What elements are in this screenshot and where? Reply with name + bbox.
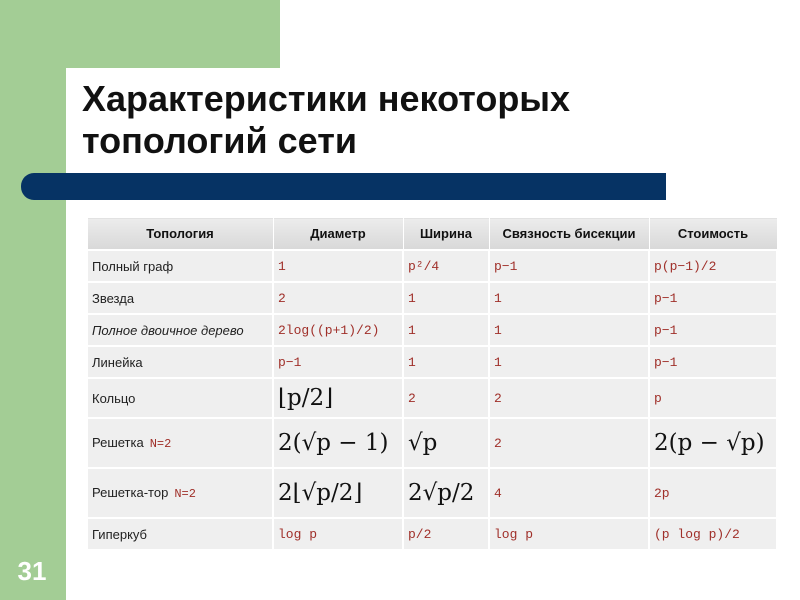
cell-diameter: log p bbox=[273, 518, 403, 550]
cell-width: 1 bbox=[403, 282, 489, 314]
cell-width: √p bbox=[403, 418, 489, 468]
cell-width: 2√p/2 bbox=[403, 468, 489, 518]
table-row bbox=[87, 250, 777, 282]
cell-diameter: 1 bbox=[273, 250, 403, 282]
table-row bbox=[87, 378, 777, 418]
cell-bisection: 1 bbox=[489, 314, 649, 346]
cell-diameter: 2(√p − 1) bbox=[273, 418, 403, 468]
cell-diameter: 2⌊√p/2⌋ bbox=[273, 468, 403, 518]
cell-cost: p bbox=[649, 378, 777, 418]
header-width: Ширина bbox=[403, 218, 489, 251]
topology-label: Решетка-тор bbox=[92, 485, 169, 500]
cell-topology: Полный граф bbox=[87, 250, 273, 282]
topology-label: Решетка bbox=[92, 435, 144, 450]
cell-width: 1 bbox=[403, 314, 489, 346]
cell-topology bbox=[87, 418, 273, 468]
cell-topology bbox=[87, 468, 273, 518]
cell-bisection: p−1 bbox=[489, 250, 649, 282]
table-header-row bbox=[87, 218, 777, 251]
cell-cost: p(p−1)/2 bbox=[649, 250, 777, 282]
cell-topology: Полное двоичное дерево bbox=[87, 314, 273, 346]
table-row bbox=[87, 468, 777, 518]
top-accent-block bbox=[66, 0, 280, 68]
cell-width: 2 bbox=[403, 378, 489, 418]
cell-diameter: 2 bbox=[273, 282, 403, 314]
table-row bbox=[87, 346, 777, 378]
table-row bbox=[87, 418, 777, 468]
cell-topology: Кольцо bbox=[87, 378, 273, 418]
header-bisection: Связность бисекции bbox=[489, 218, 649, 251]
table-row bbox=[87, 314, 777, 346]
title-line-1: Характеристики некоторых bbox=[82, 78, 571, 119]
cell-bisection: 1 bbox=[489, 282, 649, 314]
table-row bbox=[87, 282, 777, 314]
cell-diameter: ⌊p/2⌋ bbox=[273, 378, 403, 418]
cell-cost: 2(p − √p) bbox=[649, 418, 777, 468]
cell-width: p²/4 bbox=[403, 250, 489, 282]
cell-topology: Линейка bbox=[87, 346, 273, 378]
cell-cost: p−1 bbox=[649, 282, 777, 314]
table-row bbox=[87, 518, 777, 550]
cell-cost: p−1 bbox=[649, 346, 777, 378]
cell-width: p/2 bbox=[403, 518, 489, 550]
topology-table bbox=[86, 217, 776, 551]
header-topology: Топология bbox=[87, 218, 273, 251]
dimension-note: N=2 bbox=[174, 487, 196, 501]
slide-title bbox=[82, 78, 722, 162]
title-underline-bar bbox=[21, 173, 666, 200]
cell-bisection: 2 bbox=[489, 378, 649, 418]
header-diameter: Диаметр bbox=[273, 218, 403, 251]
cell-diameter: p−1 bbox=[273, 346, 403, 378]
cell-cost: 2p bbox=[649, 468, 777, 518]
cell-topology: Звезда bbox=[87, 282, 273, 314]
title-line-2: топологий сети bbox=[82, 120, 357, 161]
dimension-note: N=2 bbox=[149, 437, 172, 451]
cell-bisection: log p bbox=[489, 518, 649, 550]
cell-width: 1 bbox=[403, 346, 489, 378]
left-accent-bar bbox=[0, 0, 66, 600]
cell-cost: p−1 bbox=[649, 314, 777, 346]
cell-bisection: 2 bbox=[489, 418, 649, 468]
cell-bisection: 1 bbox=[489, 346, 649, 378]
cell-bisection: 4 bbox=[489, 468, 649, 518]
slide-number: 31 bbox=[17, 556, 47, 586]
cell-topology: Гиперкуб bbox=[87, 518, 273, 550]
header-cost: Стоимость bbox=[649, 218, 777, 251]
cell-cost: (p log p)/2 bbox=[649, 518, 777, 550]
cell-diameter: 2log((p+1)/2) bbox=[273, 314, 403, 346]
